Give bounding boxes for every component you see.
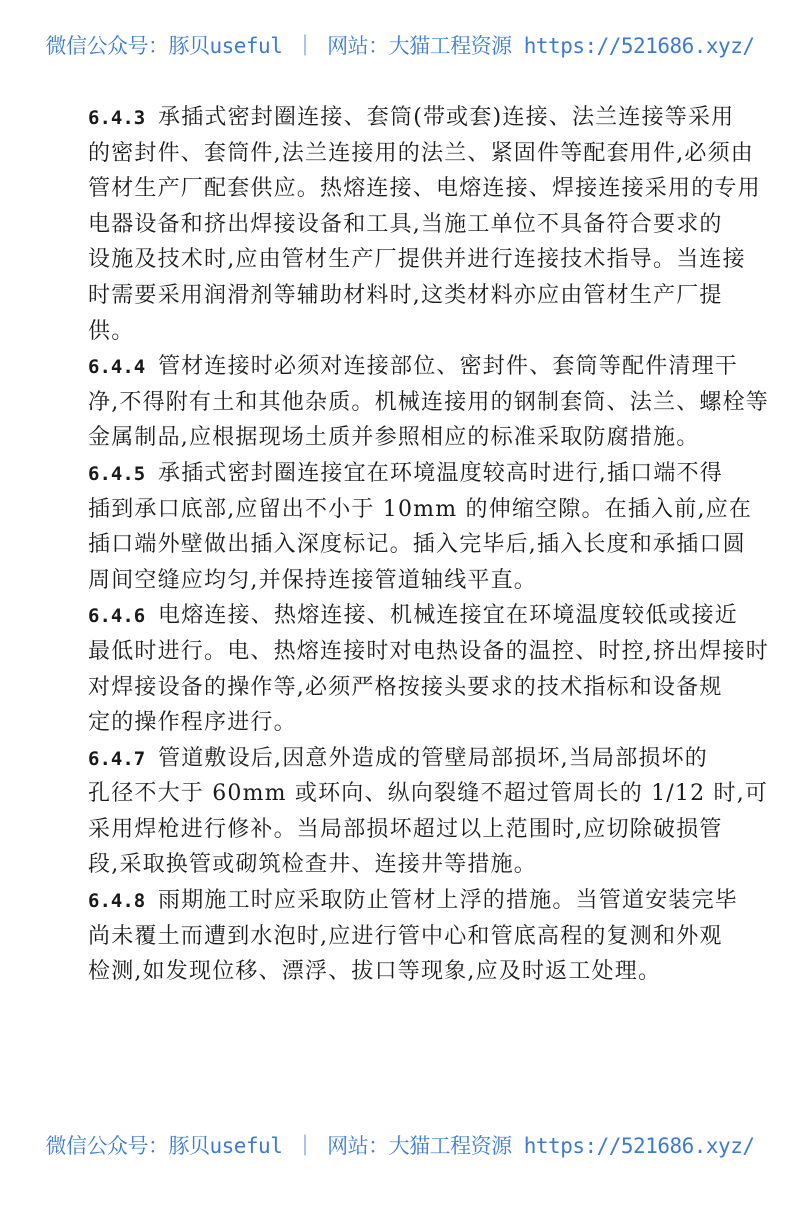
clause-6-4-6	[88, 598, 769, 740]
clause-text: 定的操作程序进行。	[88, 710, 297, 736]
clause-line	[88, 349, 739, 385]
clause-line	[88, 741, 728, 777]
clause-line	[88, 598, 739, 634]
clause-line	[88, 420, 728, 456]
clause-line	[88, 136, 754, 172]
clause-text: 承插式密封圈连接宜在环境温度较高时进行,插口端不得	[158, 460, 723, 486]
clause-text: 对焊接设备的操作等,必须严格按接头要求的技术指标和设备规	[88, 674, 723, 700]
clause-line	[88, 670, 728, 706]
footer-watermark-banner: 微信公众号：豚贝useful ｜ 网站：大猫工程资源 https://521686.xyz/	[45, 1134, 755, 1158]
header-watermark-banner: 微信公众号：豚贝useful ｜ 网站：大猫工程资源 https://521686.xyz/	[45, 34, 755, 58]
clause-text: 采用焊枪进行修补。当局部损坏超过以上范围时,应切除破损管	[88, 816, 723, 842]
clause-text: 管道敷设后,因意外造成的管壁局部损坏,当局部损坏的	[158, 745, 708, 771]
clause-line	[88, 954, 728, 990]
clause-line	[88, 634, 769, 670]
clause-line	[88, 812, 728, 848]
clause-text: 尚未覆土而遭到水泡时,应进行管中心和管底高程的复测和外观	[88, 923, 723, 949]
clause-text: 净,不得附有土和其他杂质。机械连接用的钢制套筒、法兰、螺栓等	[88, 389, 769, 415]
clause-text: 插到承口底部,应留出不小于 10mm 的伸缩空隙。在插入前,应在	[88, 496, 753, 522]
clause-line	[88, 207, 728, 243]
clause-number: 6.4.5	[88, 462, 146, 485]
document-body	[88, 100, 769, 990]
clause-text: 承插式密封圈连接、套筒(带或套)连接、法兰连接等采用	[158, 105, 735, 130]
clause-text: 段,采取换管或砌筑检查井、连接井等措施。	[88, 852, 537, 878]
clause-line	[88, 492, 753, 528]
clause-text: 雨期施工时应采取防止管材上浮的措施。当管道安装完毕	[158, 888, 739, 914]
clause-text: 电熔连接、热熔连接、机械连接宜在环境温度较低或接近	[158, 603, 739, 629]
clause-text: 时需要采用润滑剂等辅助材料时,这类材料亦应由管材生产厂提	[88, 282, 723, 308]
clause-line	[88, 314, 728, 350]
clause-6-4-4	[88, 349, 769, 456]
clause-text: 电器设备和挤出焊接设备和工具,当施工单位不具备符合要求的	[88, 211, 723, 237]
clause-line	[88, 171, 761, 207]
clause-text: 设施及技术时,应由管材生产厂提供并进行连接技术指导。当连接	[88, 247, 746, 273]
clause-line	[88, 847, 728, 883]
clause-line	[88, 242, 746, 278]
clause-line	[88, 563, 728, 599]
clause-line	[88, 705, 728, 741]
clause-6-4-5	[88, 456, 753, 598]
clause-line	[88, 776, 769, 812]
clause-line	[88, 278, 728, 314]
clause-line	[88, 456, 728, 492]
clause-text: 周间空缝应均匀,并保持连接管道轴线平直。	[88, 567, 537, 593]
clause-text: 管材连接时必须对连接部位、密封件、套筒等配件清理干	[158, 354, 739, 380]
clause-6-4-7	[88, 741, 769, 883]
clause-line	[88, 527, 746, 563]
clause-6-4-3	[88, 100, 761, 349]
clause-6-4-8	[88, 883, 739, 990]
clause-text: 检测,如发现位移、漂浮、拔口等现象,应及时返工处理。	[88, 959, 662, 985]
clause-text: 孔径不大于 60mm 或环向、纵向裂缝不超过管周长的 1/12 时,可	[88, 781, 769, 807]
clause-text: 供。	[88, 318, 135, 344]
clause-number: 6.4.4	[88, 356, 146, 379]
clause-text: 插口端外壁做出插入深度标记。插入完毕后,插入长度和承插口圆	[88, 532, 746, 558]
clause-number: 6.4.3	[88, 107, 146, 129]
clause-line	[88, 100, 735, 136]
clause-text: 金属制品,应根据现场土质并参照相应的标准采取防腐措施。	[88, 425, 700, 451]
clause-number: 6.4.7	[88, 747, 146, 770]
clause-line	[88, 883, 739, 919]
clause-text: 最低时进行。电、热熔连接时对电热设备的温控、时控,挤出焊接时	[88, 638, 769, 664]
clause-number: 6.4.6	[88, 605, 146, 628]
clause-text: 的密封件、套筒件,法兰连接用的法兰、紧固件等配套用件,必须由	[88, 140, 754, 166]
clause-text: 管材生产厂配套供应。热熔连接、电熔连接、焊接连接采用的专用	[88, 176, 761, 202]
clause-number: 6.4.8	[88, 890, 146, 913]
clause-line	[88, 919, 728, 955]
clause-line	[88, 385, 769, 421]
